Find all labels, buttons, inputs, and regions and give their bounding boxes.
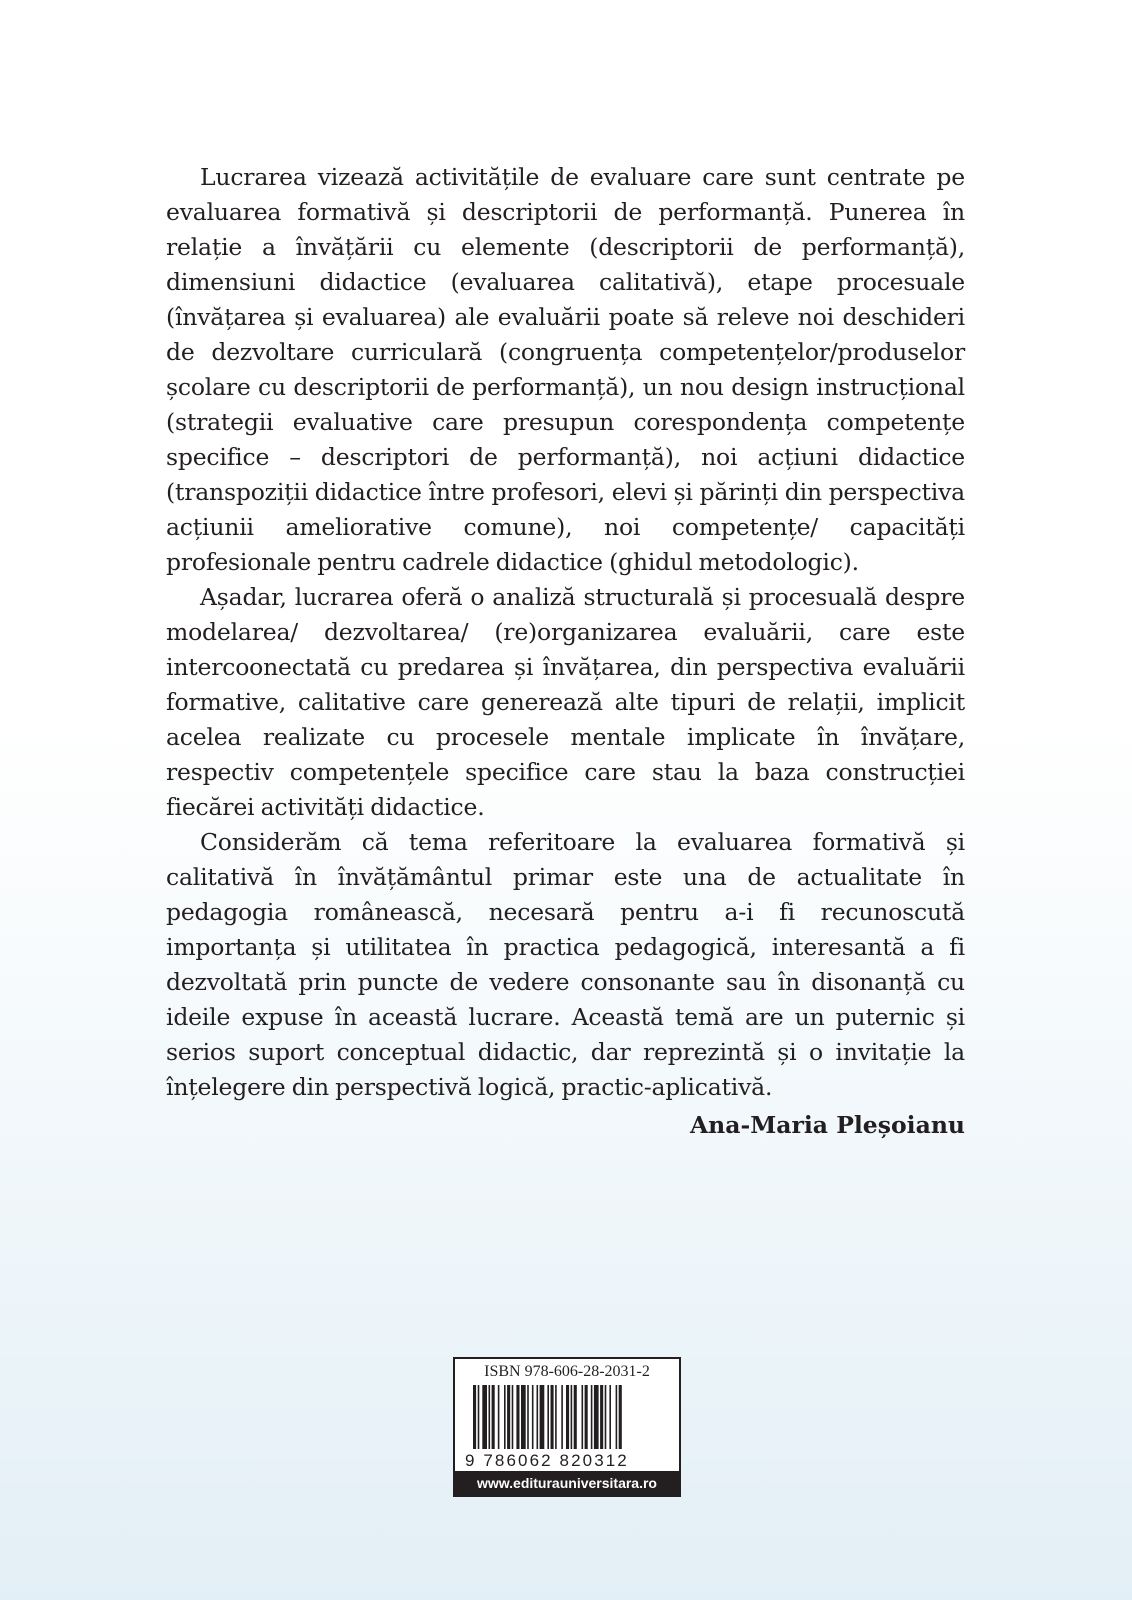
isbn-number: ISBN 978-606-28-2031-2 <box>484 1363 650 1380</box>
back-cover-text <box>166 160 965 1143</box>
paragraph-1: Lucrarea vizează activitățile de evaluare care sunt centrate pe evaluarea formativă și descriptorii de performanță. Punerea în relație a învățării cu elemente (descriptorii de performanță), dimensiuni didactice (evaluarea calitativă), etape procesuale (învățarea și evaluarea) ale evaluării poate să releve noi deschideri de dezvoltare curriculară (congruența competențelor/produselor școlare cu descriptorii de performanță), un nou design instrucțional (strategii evaluative care presupun corespondența competențe specifice – descriptori de performanță), noi acțiuni didactice (transpoziții didactice între profesori, elevi și părinți din perspectiva acțiunii ameliorative comune), noi competențe/ capacități profesionale pentru cadrele didactice (ghidul metodologic). <box>166 163 965 576</box>
barcode-digits: 9 786062 820312 <box>465 1451 629 1470</box>
author-name: Ana-Maria Pleșoianu <box>689 1111 965 1139</box>
paragraph-3: Considerăm că tema referitoare la evaluarea formativă și calitativă în învățământul primar este una de actualitate în pedagogia românească, necesară pentru a-i fi recunoscută importanța și utilitatea în practica pedagogică, interesantă a fi dezvoltată prin puncte de vedere consonante sau în disonanță cu ideile expuse în această lucrare. Această temă are un puternic și serios suport conceptual didactic, dar reprezintă și o invitație la înțelegere din perspectivă logică, practic-aplicativă. <box>166 828 965 1101</box>
publisher-website: www.editurauniversitara.ro <box>455 1471 679 1495</box>
isbn-barcode <box>453 1357 681 1497</box>
barcode-icon <box>463 1385 675 1451</box>
paragraph-2: Așadar, lucrarea oferă o analiză structurală și procesuală despre modelarea/ dezvoltarea/ (re)organizarea evaluării, care este intercoonectată cu predarea și învățarea, din perspectiva evaluării formative, calitative care generează alte tipuri de relații, implicit acelea realizate cu procesele mentale implicate în învățare, respectiv competențele specifice care stau la baza construcției fiecărei activități didactice. <box>166 583 965 821</box>
